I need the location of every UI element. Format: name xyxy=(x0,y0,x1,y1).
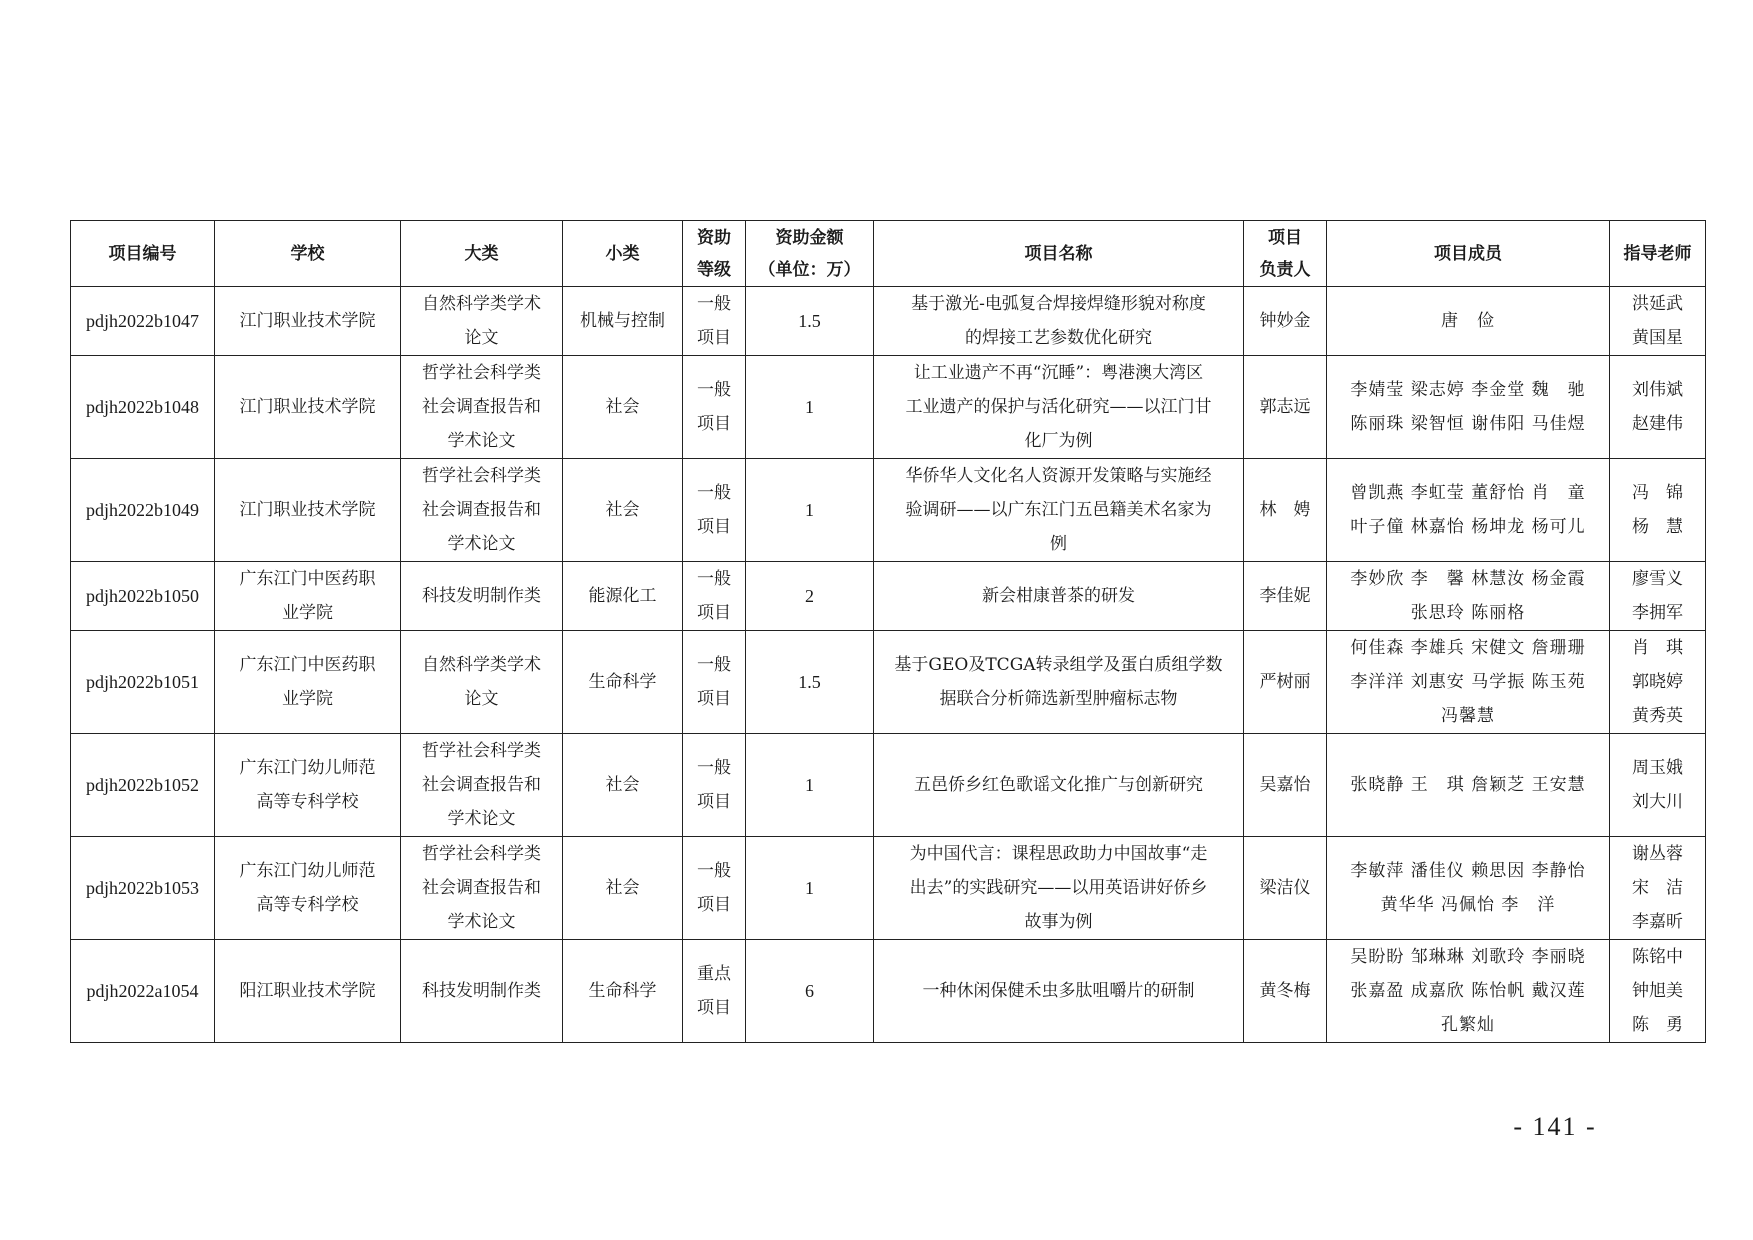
header-major: 大类 xyxy=(401,221,563,287)
cell-amount: 6 xyxy=(746,940,874,1043)
cell-leader: 梁洁仪 xyxy=(1244,837,1327,940)
cell-members: 张晓静 王 琪 詹颖芝 王安慧 xyxy=(1327,734,1610,837)
cell-advisor: 洪延武 黄国星 xyxy=(1610,287,1706,356)
cell-members: 李敏萍 潘佳仪 赖思因 李静怡 黄华华 冯佩怡 李 洋 xyxy=(1327,837,1610,940)
cell-amount: 1.5 xyxy=(746,631,874,734)
cell-leader: 严树丽 xyxy=(1244,631,1327,734)
header-name: 项目名称 xyxy=(874,221,1244,287)
table-row xyxy=(71,837,1706,940)
cell-amount: 1 xyxy=(746,837,874,940)
cell-major: 哲学社会科学类 社会调查报告和 学术论文 xyxy=(401,734,563,837)
cell-school: 广东江门中医药职 业学院 xyxy=(215,562,401,631)
header-row xyxy=(71,221,1706,287)
cell-minor: 机械与控制 xyxy=(563,287,683,356)
cell-advisor: 陈铭中 钟旭美 陈 勇 xyxy=(1610,940,1706,1043)
cell-id: pdjh2022a1054 xyxy=(71,940,215,1043)
header-leader: 项目 负责人 xyxy=(1244,221,1327,287)
table-row xyxy=(71,459,1706,562)
cell-amount: 1 xyxy=(746,459,874,562)
cell-name: 为中国代言：课程思政助力中国故事“走 出去”的实践研究——以用英语讲好侨乡 故事为例 xyxy=(874,837,1244,940)
cell-minor: 社会 xyxy=(563,356,683,459)
cell-name: 五邑侨乡红色歌谣文化推广与创新研究 xyxy=(874,734,1244,837)
header-members: 项目成员 xyxy=(1327,221,1610,287)
cell-amount: 1 xyxy=(746,356,874,459)
cell-advisor: 刘伟斌 赵建伟 xyxy=(1610,356,1706,459)
cell-leader: 郭志远 xyxy=(1244,356,1327,459)
cell-name: 华侨华人文化名人资源开发策略与实施经 验调研——以广东江门五邑籍美术名家为 例 xyxy=(874,459,1244,562)
cell-advisor: 冯 锦 杨 慧 xyxy=(1610,459,1706,562)
page-number: - 141 - xyxy=(1513,1112,1597,1141)
cell-id: pdjh2022b1047 xyxy=(71,287,215,356)
cell-major: 科技发明制作类 xyxy=(401,562,563,631)
cell-id: pdjh2022b1049 xyxy=(71,459,215,562)
table-row xyxy=(71,287,1706,356)
cell-school: 江门职业技术学院 xyxy=(215,459,401,562)
header-amount: 资助金额 （单位：万） xyxy=(746,221,874,287)
cell-leader: 钟妙金 xyxy=(1244,287,1327,356)
cell-name: 基于GEO及TCGA转录组学及蛋白质组学数 据联合分析筛选新型肿瘤标志物 xyxy=(874,631,1244,734)
cell-minor: 社会 xyxy=(563,734,683,837)
cell-major: 哲学社会科学类 社会调查报告和 学术论文 xyxy=(401,459,563,562)
header-minor: 小类 xyxy=(563,221,683,287)
cell-id: pdjh2022b1048 xyxy=(71,356,215,459)
cell-school: 广东江门幼儿师范 高等专科学校 xyxy=(215,734,401,837)
cell-leader: 黄冬梅 xyxy=(1244,940,1327,1043)
cell-advisor: 廖雪义 李拥军 xyxy=(1610,562,1706,631)
header-advisor: 指导老师 xyxy=(1610,221,1706,287)
cell-level: 一般 项目 xyxy=(683,562,746,631)
cell-members: 曾凯燕 李虹莹 董舒怡 肖 童 叶子僮 林嘉怡 杨坤龙 杨可儿 xyxy=(1327,459,1610,562)
table-row xyxy=(71,734,1706,837)
table-row xyxy=(71,562,1706,631)
header-level: 资助 等级 xyxy=(683,221,746,287)
cell-school: 江门职业技术学院 xyxy=(215,287,401,356)
cell-level: 一般 项目 xyxy=(683,631,746,734)
header-id: 项目编号 xyxy=(71,221,215,287)
cell-minor: 生命科学 xyxy=(563,631,683,734)
cell-major: 自然科学类学术 论文 xyxy=(401,287,563,356)
cell-major: 哲学社会科学类 社会调查报告和 学术论文 xyxy=(401,356,563,459)
cell-members: 吴盼盼 邹琳琳 刘歌玲 李丽晓 张嘉盈 成嘉欣 陈怡帆 戴汉莲 孔繁灿 xyxy=(1327,940,1610,1043)
cell-name: 让工业遗产不再“沉睡”：粤港澳大湾区 工业遗产的保护与活化研究——以江门甘 化厂为例 xyxy=(874,356,1244,459)
table-row xyxy=(71,631,1706,734)
cell-leader: 林 娉 xyxy=(1244,459,1327,562)
cell-minor: 能源化工 xyxy=(563,562,683,631)
cell-advisor: 肖 琪 郭晓婷 黄秀英 xyxy=(1610,631,1706,734)
project-table xyxy=(70,220,1706,1043)
cell-members: 唐 俭 xyxy=(1327,287,1610,356)
cell-id: pdjh2022b1050 xyxy=(71,562,215,631)
cell-major: 哲学社会科学类 社会调查报告和 学术论文 xyxy=(401,837,563,940)
cell-school: 阳江职业技术学院 xyxy=(215,940,401,1043)
cell-id: pdjh2022b1052 xyxy=(71,734,215,837)
cell-members: 李婧莹 梁志婷 李金堂 魏 驰 陈丽珠 梁智恒 谢伟阳 马佳煜 xyxy=(1327,356,1610,459)
cell-level: 重点 项目 xyxy=(683,940,746,1043)
cell-id: pdjh2022b1051 xyxy=(71,631,215,734)
cell-major: 自然科学类学术 论文 xyxy=(401,631,563,734)
cell-members: 何佳森 李雄兵 宋健文 詹珊珊 李洋洋 刘惠安 马学振 陈玉苑 冯馨慧 xyxy=(1327,631,1610,734)
cell-amount: 2 xyxy=(746,562,874,631)
cell-name: 一种休闲保健禾虫多肽咀嚼片的研制 xyxy=(874,940,1244,1043)
cell-name: 新会柑康普茶的研发 xyxy=(874,562,1244,631)
cell-school: 广东江门幼儿师范 高等专科学校 xyxy=(215,837,401,940)
cell-amount: 1.5 xyxy=(746,287,874,356)
cell-minor: 生命科学 xyxy=(563,940,683,1043)
cell-id: pdjh2022b1053 xyxy=(71,837,215,940)
cell-advisor: 谢丛蓉 宋 洁 李嘉昕 xyxy=(1610,837,1706,940)
cell-school: 广东江门中医药职 业学院 xyxy=(215,631,401,734)
cell-name: 基于激光-电弧复合焊接焊缝形貌对称度 的焊接工艺参数优化研究 xyxy=(874,287,1244,356)
cell-advisor: 周玉娥 刘大川 xyxy=(1610,734,1706,837)
table-row xyxy=(71,356,1706,459)
cell-minor: 社会 xyxy=(563,837,683,940)
cell-amount: 1 xyxy=(746,734,874,837)
cell-level: 一般 项目 xyxy=(683,287,746,356)
cell-level: 一般 项目 xyxy=(683,459,746,562)
cell-leader: 李佳妮 xyxy=(1244,562,1327,631)
table-row xyxy=(71,940,1706,1043)
header-school: 学校 xyxy=(215,221,401,287)
cell-level: 一般 项目 xyxy=(683,356,746,459)
cell-members: 李妙欣 李 馨 林慧汝 杨金霞 张思玲 陈丽格 xyxy=(1327,562,1610,631)
cell-major: 科技发明制作类 xyxy=(401,940,563,1043)
cell-level: 一般 项目 xyxy=(683,734,746,837)
cell-leader: 吴嘉怡 xyxy=(1244,734,1327,837)
cell-level: 一般 项目 xyxy=(683,837,746,940)
cell-minor: 社会 xyxy=(563,459,683,562)
cell-school: 江门职业技术学院 xyxy=(215,356,401,459)
